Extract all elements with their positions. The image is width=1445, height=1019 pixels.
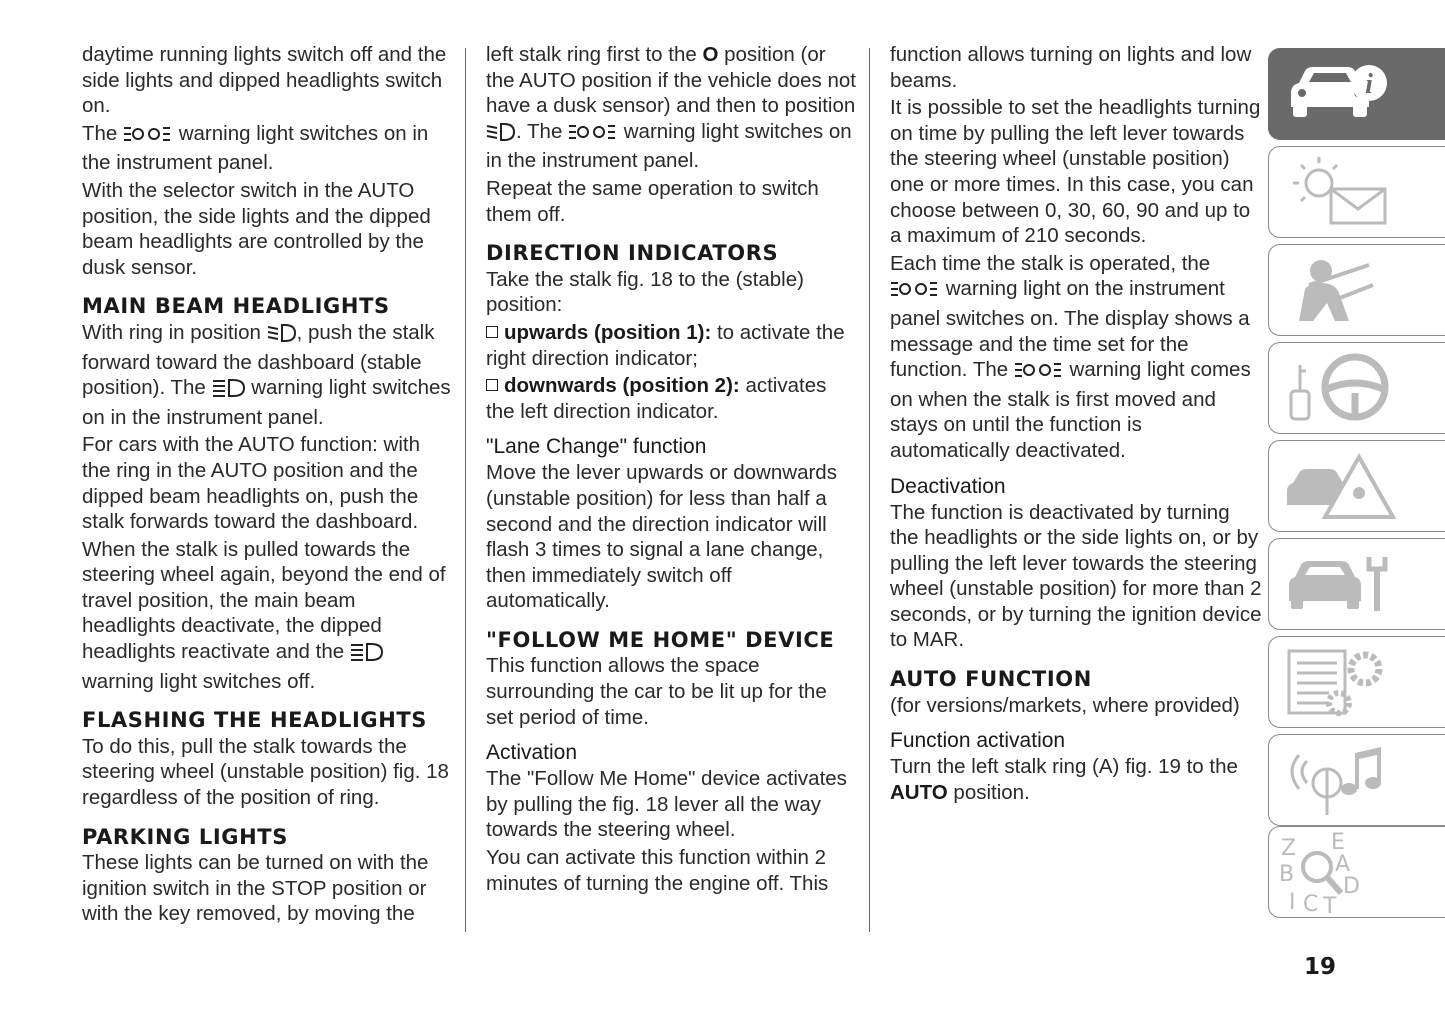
bullet-box	[486, 326, 498, 338]
sidelights-warning-icon	[568, 122, 618, 149]
tab-instrument-panel[interactable]	[1268, 146, 1445, 238]
paragraph: The function is deactivated by turning the headlights or the side lights on, or by pulling the left lever towards the steering wheel (unstable position) for more than 2 seconds, or by turning the ignition device to MAR.	[890, 500, 1262, 652]
heading-auto-function: AUTO FUNCTION	[890, 667, 1092, 692]
heading-parking: PARKING LIGHTS	[82, 824, 288, 849]
paragraph: daytime running lights switch off and the side lights and dipped headlights switch on.	[82, 43, 447, 118]
tab-technical-data[interactable]	[1268, 636, 1445, 728]
car-wrench-icon	[1269, 539, 1445, 630]
svg-text:I: I	[1289, 890, 1296, 915]
subheading-activation: Activation	[486, 741, 578, 765]
paragraph: With the selector switch in the AUTO position, the side lights and the dipped beam headlights are controlled by the dusk sensor.	[82, 178, 431, 279]
paragraph: Repeat the same operation to switch them off.	[486, 176, 819, 226]
paragraph: Each time the stalk is operated, the warning light on the instrument panel switches on. The display shows a message and the time set for the function. The warning light comes on when the stalk is first moved and stays on until the function is automatically deactivated.	[890, 251, 1251, 462]
paragraph: left stalk ring first to the O position (or the AUTO position if the vehicle does not have a dusk sensor) and then to position . The warning light switches on in the instrument panel.	[486, 43, 856, 173]
column-divider	[869, 48, 870, 932]
column-3	[890, 42, 1262, 807]
heading-flashing: FLASHING THE HEADLIGHTS	[82, 708, 428, 733]
sidelights-warning-icon	[1014, 360, 1064, 387]
key-steering-wheel-icon	[1269, 343, 1445, 434]
bullet-box	[486, 379, 498, 391]
paragraph: Turn the left stalk ring (A) fig. 19 to the AUTO position.	[890, 755, 1238, 804]
svg-text:T: T	[1323, 894, 1337, 919]
tab-starting-driving[interactable]	[1268, 342, 1445, 434]
svg-text:A: A	[1335, 852, 1351, 877]
paragraph: To do this, pull the stalk towards the steering wheel (unstable position) fig. 18 regardless of the position of ring.	[82, 734, 449, 810]
heading-main-beam: MAIN BEAM HEADLIGHTS	[82, 294, 390, 319]
paragraph: You can activate this function within 2 minutes of turning the engine off. This	[486, 846, 829, 895]
page-number: 19	[1304, 954, 1337, 980]
sidelights-warning-icon	[890, 279, 940, 306]
index-search-icon	[1269, 827, 1445, 918]
heading-direction: DIRECTION INDICATORS	[486, 241, 779, 266]
paragraph: When the stalk is pulled towards the steering wheel again, beyond the end of travel position, the main beam headlights deactivate, the dipped headlights reactivate and the warning light switches off.	[82, 537, 446, 693]
paragraph: The warning light switches on in the instrument panel.	[82, 121, 429, 175]
svg-text:B: B	[1279, 862, 1295, 887]
main-beam-icon	[212, 378, 246, 405]
heading-follow-me-home: "FOLLOW ME HOME" DEVICE	[486, 627, 835, 652]
column-1	[82, 42, 454, 929]
data-gear-icon	[1269, 637, 1445, 728]
svg-text:i: i	[1365, 69, 1373, 100]
main-beam-icon	[350, 642, 384, 669]
sidelights-warning-icon	[123, 124, 173, 151]
paragraph: For cars with the AUTO function: with the ring in the AUTO position and the dipped beam headlights on, push the stalk forwards toward the dashboard.	[82, 433, 420, 534]
warning-triangle-icon	[1269, 441, 1445, 532]
paragraph: It is possible to set the headlights turning on time by pulling the left lever towards the steering wheel (unstable position) one or more times. In this case, you can choose between 0, 30, 60, 90 and up to a maximum of 210 seconds.	[890, 96, 1261, 248]
paragraph: (for versions/markets, where provided)	[890, 693, 1240, 717]
paragraph: Move the lever upwards or downwards (unstable position) for less than half a second and the direction indicator will flash 3 times to signal a lane change, then immediately switch off automatically.	[486, 461, 837, 613]
paragraph: Take the stalk fig. 18 to the (stable) position:	[486, 267, 804, 317]
tab-index[interactable]	[1268, 826, 1445, 918]
subheading-function-activation: Function activation	[890, 729, 1066, 753]
svg-text:C: C	[1303, 892, 1319, 917]
tab-servicing-care[interactable]	[1268, 538, 1445, 630]
paragraph: function allows turning on lights and low beams.	[890, 43, 1252, 92]
column-2	[486, 42, 858, 898]
subheading-deactivation: Deactivation	[890, 474, 1006, 498]
tab-multimedia[interactable]	[1268, 734, 1445, 826]
svg-text:D: D	[1343, 874, 1360, 899]
svg-text:E: E	[1331, 830, 1345, 855]
paragraph: This function allows the space surrounding the car to be lit up for the set period of time.	[486, 654, 827, 729]
tab-in-an-emergency[interactable]	[1268, 440, 1445, 532]
bullet-item: upwards (position 1): to activate the right direction indicator;	[486, 320, 845, 370]
seat-belt-icon	[1269, 245, 1445, 336]
dipped-beam-icon	[486, 122, 516, 149]
column-divider	[465, 48, 466, 932]
bullet-item: downwards (position 2): activates the left direction indicator.	[486, 374, 827, 423]
paragraph: These lights can be turned on with the ignition switch in the STOP position or with the key removed, by moving the	[82, 851, 429, 926]
dipped-beam-icon	[267, 323, 297, 350]
music-note-icon	[1269, 735, 1445, 826]
tab-knowing-your-car[interactable]	[1268, 48, 1445, 140]
tab-safety[interactable]	[1268, 244, 1445, 336]
subheading-lane-change: "Lane Change" function	[486, 435, 707, 459]
paragraph: With ring in position , push the stalk forward toward the dashboard (stable position). The warning light switches on in the instrument panel.	[82, 320, 451, 429]
car-info-icon	[1269, 49, 1445, 140]
warning-lights-icon	[1269, 147, 1445, 238]
svg-text:Z: Z	[1281, 836, 1297, 861]
paragraph: The "Follow Me Home" device activates by pulling the fig. 18 lever all the way towards the steering wheel.	[486, 767, 847, 842]
